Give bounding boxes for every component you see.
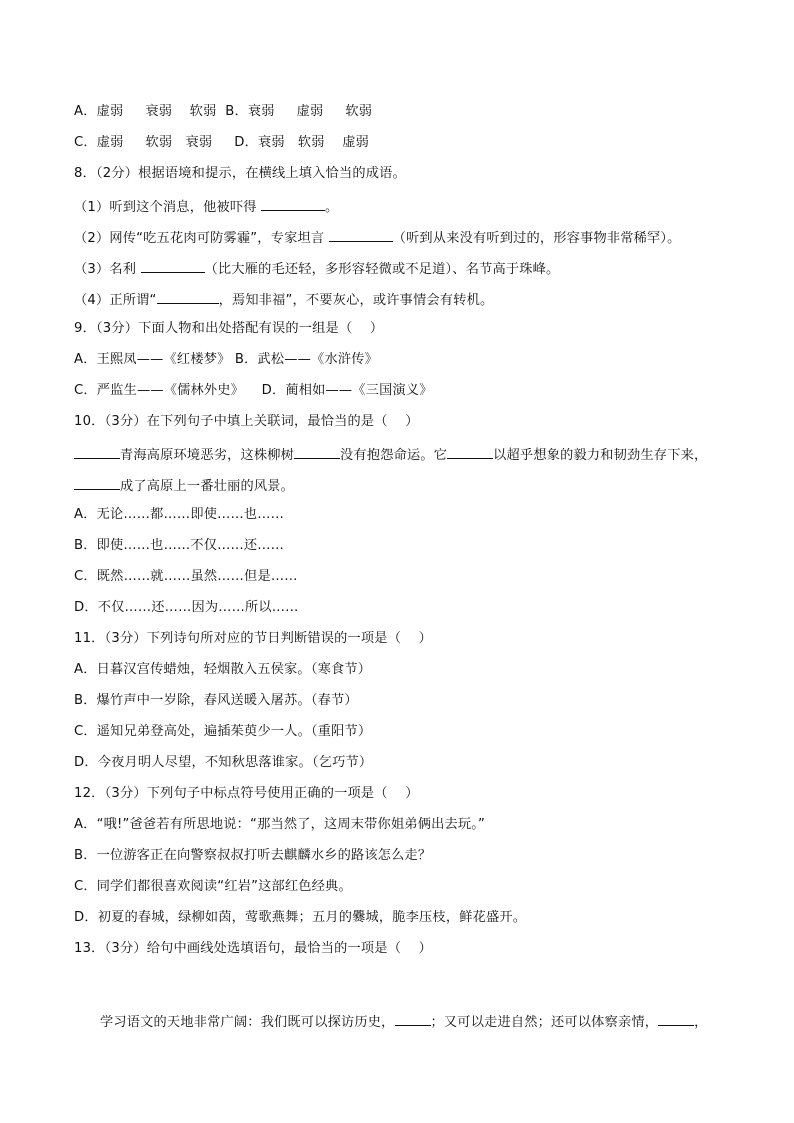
q11-option-c: C．遥知兄弟登高处，遍插茱萸少一人。（重阳节） [74, 724, 372, 739]
q9-options-ab: A．王熙凤——《红楼梦》 B．武松——《水浒传》 [74, 352, 378, 367]
q10-option-c: C．既然……就……虽然……但是…… [74, 569, 298, 584]
q10-passage-line-2: 成了高原上一番壮丽的风景。 [74, 475, 294, 496]
answer-blank [658, 1011, 694, 1026]
q10-option-d: D．不仅……还……因为……所以…… [74, 600, 299, 615]
answer-blank [329, 227, 393, 242]
q10-stem: 10．（3分）在下列句子中填上关联词，最恰当的是（ ） [74, 414, 419, 429]
answer-blank [74, 475, 120, 490]
q8-item-2: （2）网传“吃五花肉可防雾霾”，专家坦言 （听到从来没有听到过的，形容事物非常稀罕）。 [74, 227, 681, 248]
answer-blank [395, 1011, 431, 1026]
q12-option-a: A．“哦!”爸爸若有所思地说：“那当然了，这周末带你姐弟俩出去玩。” [74, 817, 486, 832]
q11-option-d: D．今夜月明人尽望，不知秋思落谁家。（乞巧节） [74, 755, 373, 770]
q11-option-a: A．日暮汉宫传蜡烛，轻烟散入五侯家。（寒食节） [74, 662, 372, 677]
answer-blank [261, 196, 325, 211]
answer-blank [141, 258, 205, 273]
answer-blank [447, 444, 493, 459]
q7-options-ab: A．虚弱 衰弱 软弱 B．衰弱 虚弱 软弱 [74, 104, 373, 119]
q11-option-b: B．爆竹声中一岁除，春风送暖入屠苏。（春节） [74, 693, 358, 708]
q12-option-b: B．一位游客正在向警察叔叔打听去麒麟水乡的路该怎么走？ [74, 848, 432, 863]
q8-item-4: （4）正所谓“ ，焉知非福”，不要灰心，或许事情会有转机。 [74, 289, 493, 310]
q10-option-b: B．即使……也……不仅……还…… [74, 538, 285, 553]
q9-stem: 9．（3分）下面人物和出处搭配有误的一组是（ ） [74, 321, 384, 336]
q12-option-d: D．初夏的春城，绿柳如茵，莺歌燕舞；五月的爨城，脆李压枝，鲜花盛开。 [74, 910, 527, 925]
q10-passage-line-1: 青海高原环境恶劣，这株柳树 没有抱怨命运。它 以超乎想象的毅力和韧劲生存下来， [74, 444, 707, 465]
q11-stem: 11．（3分）下列诗句所对应的节日判断错误的一项是（ ） [74, 631, 433, 646]
q8-item-3: （3）名利 （比大雁的毛还轻，多形容轻微或不足道）、名节高于珠峰。 [74, 258, 559, 279]
answer-blank [74, 444, 120, 459]
answer-blank [294, 444, 340, 459]
q13-passage: 学习语文的天地非常广阔：我们既可以探访历史， ；又可以走进自然；还可以体察亲情， ， [100, 1011, 708, 1032]
answer-blank [157, 289, 219, 304]
q7-options-cd: C．虚弱 软弱 衰弱 D．衰弱 软弱 虚弱 [74, 135, 370, 150]
q12-option-c: C．同学们都很喜欢阅读“红岩”这部红色经典。 [74, 879, 352, 894]
q8-stem: 8．（2分）根据语境和提示，在横线上填入恰当的成语。 [74, 166, 406, 181]
q12-stem: 12．（3分）下列句子中标点符号使用正确的一项是（ ） [74, 786, 419, 801]
q8-item-1: （1）听到这个消息，他被吓得 。 [74, 196, 338, 217]
q13-stem: 13．（3分）给句中画线处选填语句，最恰当的一项是（ ） [74, 941, 433, 956]
q10-option-a: A．无论……都……即使……也…… [74, 507, 285, 522]
q9-options-cd: C．严监生——《儒林外史》 D．蔺相如——《三国演义》 [74, 383, 433, 398]
